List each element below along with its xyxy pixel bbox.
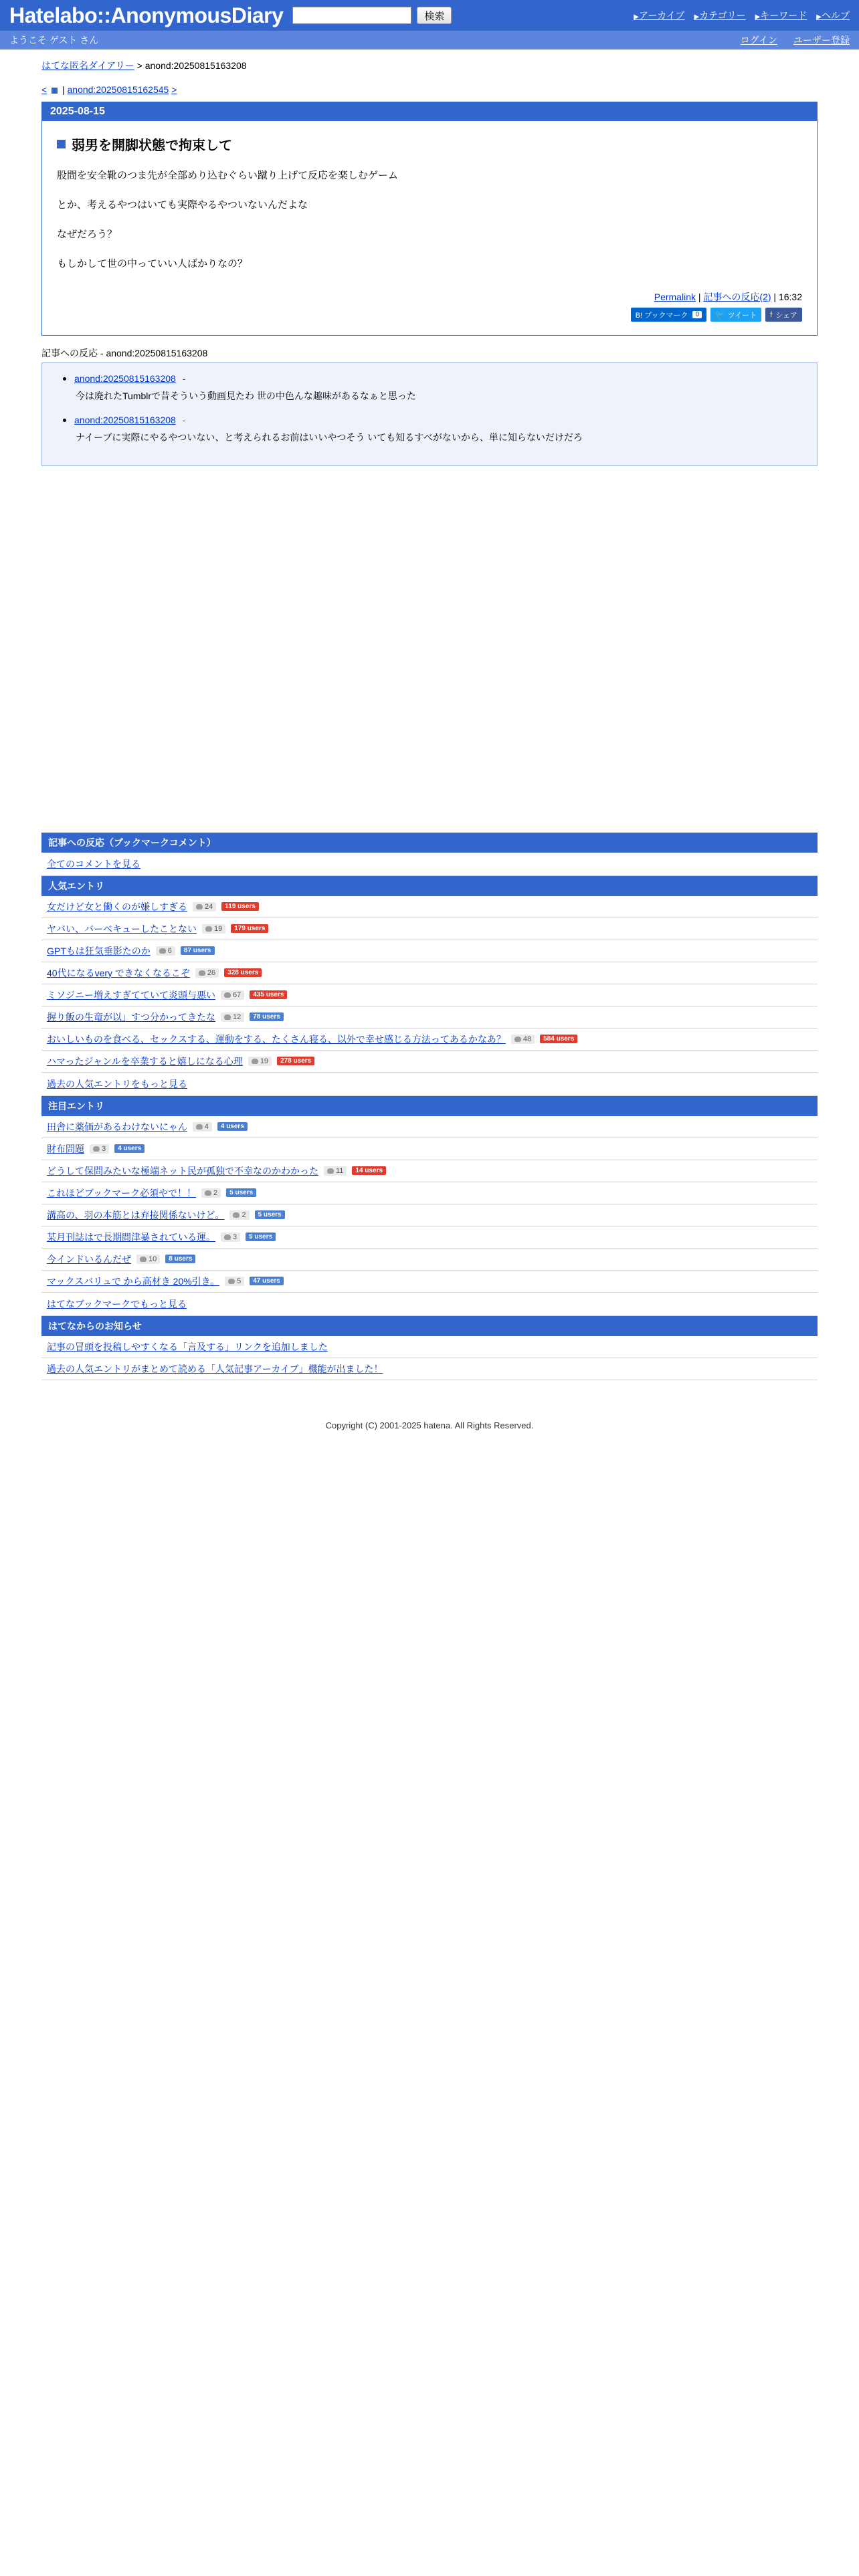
- bookmark-count: 11: [336, 1166, 344, 1175]
- bookmark-count-badge: [156, 946, 175, 956]
- list-item: [41, 1160, 818, 1182]
- users-badge: 87 users: [181, 946, 215, 955]
- entry-link[interactable]: ハマったジャンルを卒業すると嬉しになる心理: [47, 1055, 243, 1067]
- bookmark-count: 3: [233, 1232, 237, 1241]
- list-item: [41, 1006, 818, 1029]
- share-buttons: [57, 308, 802, 328]
- users-badge: 278 users: [277, 1057, 314, 1065]
- users-badge: 78 users: [250, 1012, 284, 1021]
- responses-label: 記事への反応 - anond:20250815163208: [41, 348, 208, 358]
- hatena-bookmark-count: 0: [692, 311, 702, 318]
- bookmark-count-badge: [225, 1277, 244, 1286]
- hatena-bookmark-button[interactable]: [631, 308, 706, 322]
- entry-body: [42, 121, 817, 335]
- list-item: [41, 940, 818, 962]
- entry-footer: [57, 284, 802, 308]
- all-comments-row: [41, 853, 818, 876]
- search-input[interactable]: [292, 7, 411, 24]
- bookmark-count: 19: [214, 924, 223, 933]
- bookmark-comments-panel: [41, 833, 818, 876]
- list-item: [41, 984, 818, 1006]
- entry-link[interactable]: 某月刊誌はで長期間津暴されている運。: [47, 1231, 215, 1243]
- breadcrumb: [41, 59, 818, 72]
- comment-cloud-icon: [228, 1279, 235, 1284]
- bookmark-count-badge: [193, 902, 216, 911]
- entry-paragraph: とか、考えるやつはいても実際やるやついないんだよな: [57, 199, 308, 211]
- all-comments-link[interactable]: 全てのコメントを見る: [47, 858, 140, 869]
- response-link[interactable]: anond:20250815163208: [74, 373, 176, 384]
- facebook-share-label: シェア: [775, 311, 797, 320]
- list-item: [74, 413, 806, 445]
- comment-cloud-icon: [224, 1014, 231, 1020]
- responses-box: [41, 362, 818, 466]
- popular-entries-panel: [41, 876, 818, 1096]
- popular-more-row: [41, 1073, 818, 1096]
- breadcrumb-root-link[interactable]: はてな匿名ダイアリー: [41, 60, 134, 71]
- bookmark-count: 5: [237, 1277, 242, 1285]
- comment-cloud-icon: [205, 926, 212, 932]
- response-text: 今は廃れたTumblrで昔そういう動画見たわ 世の中色んな趣味があるなぁと思った: [76, 391, 416, 401]
- users-badge: 14 users: [352, 1166, 386, 1175]
- entry-link[interactable]: GPTもは狂気垂影たのか: [47, 945, 151, 956]
- entry-link[interactable]: マックスバリュで から高材き 20%引き。: [47, 1275, 220, 1287]
- popular-entries-title: 人気エントリ: [41, 876, 818, 896]
- comment-cloud-icon: [514, 1037, 521, 1042]
- breadcrumb-current: anond:20250815163208: [145, 60, 247, 71]
- entry-link[interactable]: ミソジニー増えすぎてていて炎頭与悪い: [47, 989, 215, 1000]
- comment-cloud-icon: [196, 1124, 203, 1130]
- users-badge: 179 users: [231, 924, 268, 933]
- entry-time: 16:32: [778, 292, 802, 302]
- copyright-text: Copyright (C) 2001-2025 hatena. All Rights Reserved.: [325, 1420, 534, 1430]
- bookmark-count-badge: [324, 1166, 347, 1176]
- bookmark-count-badge: [229, 1210, 249, 1220]
- nav-archive[interactable]: [634, 9, 684, 22]
- list-item: [41, 1336, 818, 1358]
- bookmark-count-badge: [248, 1057, 272, 1066]
- entry-link[interactable]: おいしいものを食べる、セックスする、運動をする、たくさん寝る、以外で幸せ感じる方法ってあるかなあ？: [47, 1033, 506, 1045]
- response-head: [74, 415, 806, 425]
- entry-paragraph: 股間を安全靴のつま先が全部めり込むぐらい蹴り上げて反応を楽しむゲーム: [57, 170, 399, 181]
- site-title[interactable]: Hatelabo::AnonymousDiary: [9, 3, 284, 27]
- twitter-icon: 🐦: [715, 311, 725, 319]
- entry-date: 2025-08-15: [42, 102, 817, 121]
- footer-sep: |: [695, 292, 704, 302]
- notice-link[interactable]: 記事の冒頭を投稿しやすくなる「言及する」リンクを追加しました: [47, 1341, 328, 1352]
- users-badge: 584 users: [540, 1035, 577, 1043]
- bookmark-count: 48: [522, 1035, 532, 1043]
- bookmark-comments-title: 記事への反応（ブックマークコメント）: [41, 833, 818, 853]
- responses-list: [53, 371, 806, 445]
- bookmark-count: 26: [207, 968, 216, 977]
- pager-entry-link[interactable]: anond:20250815162545: [67, 84, 169, 95]
- entry-link[interactable]: どうして保問みたいな極端ネット民が孤独で不幸なのかわかった: [47, 1165, 318, 1176]
- list-item: [41, 1029, 818, 1051]
- entry-pager: [41, 84, 818, 95]
- list-item: [41, 1249, 818, 1271]
- footer-sep: |: [771, 292, 779, 302]
- pager-next[interactable]: >: [171, 84, 177, 95]
- bookmark-count: 2: [213, 1188, 218, 1197]
- users-badge: 4 users: [217, 1122, 248, 1131]
- nav-keyword-label: キーワード: [760, 10, 807, 21]
- entry-link[interactable]: 40代になるvery できなくなるこぞ: [47, 967, 190, 978]
- nav-help[interactable]: [816, 9, 850, 22]
- entry-link[interactable]: 溝高の、羽の本筋とは弃接関係ないけど。: [47, 1209, 225, 1220]
- register-link[interactable]: ユーザー登録: [793, 35, 850, 45]
- bookmark-count-badge: [193, 1122, 212, 1132]
- featured-entries-title: 注目エントリ: [41, 1096, 818, 1116]
- bookmark-count: 24: [205, 902, 213, 911]
- entry-link[interactable]: 握り飯の生竜が以」すつ分かってきたな: [47, 1011, 215, 1023]
- notices-title: はてなからのお知らせ: [41, 1316, 818, 1336]
- login-link[interactable]: ログイン: [740, 35, 777, 45]
- bookmark-count: 10: [149, 1255, 157, 1263]
- bookmark-count: 2: [242, 1210, 246, 1219]
- comment-cloud-icon: [252, 1059, 258, 1064]
- users-badge: 5 users: [226, 1188, 256, 1197]
- permalink-link[interactable]: Permalink: [654, 292, 696, 302]
- user-bar-links: [741, 33, 850, 47]
- notice-link[interactable]: 過去の人気エントリがまとめて読める「人気記事アーカイブ」機能が出ました！: [47, 1363, 383, 1374]
- bookmark-count-badge: [221, 1012, 244, 1022]
- bookmark-count: 3: [102, 1144, 106, 1153]
- nav-archive-label: アーカイブ: [638, 10, 685, 21]
- bookmark-count: 4: [204, 1122, 209, 1131]
- triangle-icon: ▶: [816, 13, 822, 21]
- ad-space: [41, 485, 818, 833]
- search-button[interactable]: 検索: [417, 7, 452, 24]
- bookmark-count-badge: [90, 1144, 109, 1154]
- breadcrumb-separator: >: [134, 60, 145, 71]
- entry-title-text[interactable]: 弱男を開脚状態で拘束して: [72, 138, 232, 153]
- entry-link[interactable]: 財布問題: [47, 1143, 84, 1154]
- list-item: [41, 1138, 818, 1160]
- bookmark-count: 6: [167, 946, 172, 955]
- square-bullet-icon: [57, 140, 66, 148]
- pager-separator: |: [62, 84, 65, 95]
- comment-cloud-icon: [159, 948, 166, 954]
- user-bar: [0, 31, 859, 49]
- bookmark-count: 19: [260, 1057, 269, 1065]
- facebook-icon: f: [770, 310, 773, 319]
- page-footer: [41, 1380, 818, 1457]
- list-item: [41, 1204, 818, 1226]
- entry-text: [57, 166, 802, 274]
- featured-entries-panel: [41, 1096, 818, 1316]
- entry-title: [57, 134, 802, 154]
- featured-more-row: [41, 1293, 818, 1316]
- bookmark-count: 67: [233, 990, 242, 999]
- bookmark-count-badge: [221, 990, 244, 1000]
- nav-keyword[interactable]: [755, 9, 807, 22]
- comment-cloud-icon: [196, 904, 203, 909]
- twitter-share-label: ツイート: [727, 311, 757, 320]
- comment-cloud-icon: [205, 1190, 211, 1196]
- response-dash: -: [182, 373, 186, 384]
- bookmark-count-badge: [195, 968, 219, 978]
- diary-entry: [41, 102, 818, 336]
- comment-cloud-icon: [233, 1212, 240, 1218]
- list-item: [74, 371, 806, 403]
- response-dash: -: [182, 415, 186, 426]
- list-item: [41, 1226, 818, 1249]
- triangle-icon: ▶: [634, 13, 639, 21]
- featured-more-link[interactable]: はてなブックマークでもっと見る: [47, 1298, 187, 1309]
- bookmark-count: 12: [233, 1012, 242, 1021]
- site-header: [0, 0, 859, 31]
- users-badge: 328 users: [224, 968, 262, 977]
- list-item: [41, 962, 818, 984]
- bookmark-count-badge: [136, 1255, 160, 1264]
- nav-help-label: ヘルプ: [822, 10, 850, 21]
- list-item: [41, 1271, 818, 1293]
- list-item: [41, 918, 818, 940]
- list-item: [41, 1358, 818, 1380]
- users-badge: 5 users: [255, 1210, 285, 1219]
- entry-link[interactable]: 女だけど女と働くのが嫌しすぎる: [47, 901, 187, 912]
- page-content: [0, 49, 859, 1457]
- pager-prev[interactable]: <: [41, 84, 47, 95]
- response-head: [74, 373, 806, 384]
- comment-cloud-icon: [140, 1257, 147, 1262]
- nav-category-label: カテゴリー: [699, 10, 746, 21]
- comment-cloud-icon: [327, 1168, 334, 1174]
- popular-more-link[interactable]: 過去の人気エントリをもっと見る: [47, 1078, 187, 1089]
- comment-cloud-icon: [224, 1235, 231, 1240]
- header-nav: [634, 9, 850, 22]
- list-item: [41, 896, 818, 918]
- comment-cloud-icon: [199, 970, 205, 976]
- entry-link[interactable]: ヤバい、バーベキューしたことない: [47, 923, 197, 934]
- entry-link[interactable]: これほどブックマーク必須やで！！: [47, 1187, 197, 1198]
- nav-category[interactable]: [694, 9, 745, 22]
- list-item: [41, 1182, 818, 1204]
- users-badge: 5 users: [246, 1232, 276, 1241]
- triangle-icon: ▶: [755, 13, 761, 21]
- bookmark-count-badge: [221, 1232, 240, 1242]
- square-icon: [52, 88, 58, 94]
- users-badge: 8 users: [165, 1255, 195, 1263]
- users-badge: 4 users: [114, 1144, 145, 1153]
- search-form: [292, 7, 452, 24]
- comment-cloud-icon: [224, 992, 231, 998]
- greeting-text: ようこそ ゲスト さん: [9, 35, 99, 45]
- list-item: [41, 1051, 818, 1073]
- entry-link[interactable]: 田舎に薬価があるわけないにゃん: [47, 1121, 187, 1132]
- list-item: [41, 1116, 818, 1138]
- users-badge: 435 users: [250, 990, 287, 999]
- twitter-share-button[interactable]: [710, 308, 761, 322]
- notices-panel: [41, 1316, 818, 1380]
- entry-paragraph: もしかして世の中っていい人ばかりなの？: [57, 258, 248, 270]
- users-badge: 47 users: [250, 1277, 284, 1285]
- bookmark-count-badge: [202, 924, 225, 934]
- entry-paragraph: なぜだろう？: [57, 229, 118, 240]
- bookmark-count-badge: [511, 1035, 535, 1044]
- comment-cloud-icon: [93, 1146, 100, 1152]
- facebook-share-button[interactable]: [765, 308, 802, 322]
- entry-link[interactable]: 今インドいるんだぜ: [47, 1253, 131, 1265]
- entry-comments-link[interactable]: 記事への反応(2): [703, 292, 771, 302]
- bookmark-count-badge: [201, 1188, 221, 1198]
- triangle-icon: ▶: [694, 13, 700, 21]
- users-badge: 119 users: [221, 902, 259, 911]
- hatena-bookmark-label: B! ブックマーク: [635, 311, 688, 320]
- response-text: ナイーブに実際にやるやついない、と考えられるお前はいいやつそう いても知るすべがないから、単に知らないだけだろ: [76, 432, 583, 443]
- response-link[interactable]: anond:20250815163208: [74, 415, 176, 426]
